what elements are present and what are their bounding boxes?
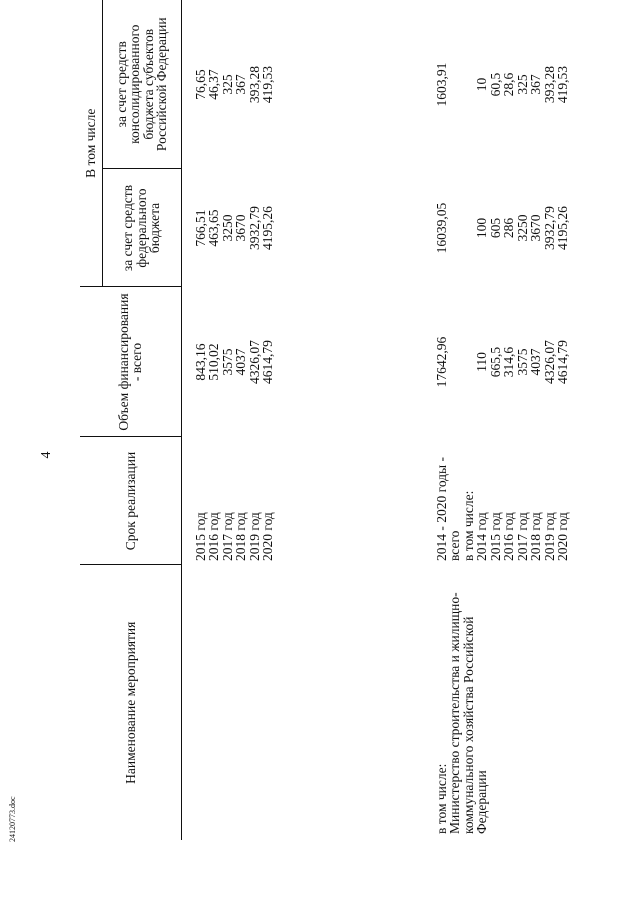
- header-name: Наименование мероприятия: [80, 565, 181, 840]
- row-total: 843,16 510,02 3575 4037 4326,07 4614,79: [192, 340, 275, 384]
- table-row: [435, 0, 570, 840]
- row-period: 2015 год 2016 год 2017 год 2018 год 2019 год 2020 год: [192, 512, 275, 561]
- table-row: [194, 0, 275, 840]
- row-federal: 16039,05 100 605 286 3250 3670 3932,79 4195,26: [433, 202, 570, 254]
- header-row-top: [80, 0, 102, 840]
- header-total: Объем финансирования - всего: [80, 287, 181, 437]
- header-including: В том числе: [80, 0, 102, 287]
- header-regional: за счет средств консолидированного бюджета субъектов Российской Федерации: [102, 0, 181, 169]
- row-federal: 766,51 463,65 3250 3670 3932,79 4195,26: [192, 206, 275, 250]
- row-period: 2014 - 2020 годы - всего в том числе: 2014 год 2015 год 2016 год 2017 год 2018 год 2019 год 2020 год: [433, 457, 570, 561]
- financing-table: [80, 0, 570, 840]
- header-federal: за счет средств федерального бюджета: [102, 169, 181, 287]
- row-regional: 1603,91 10 60,5 28,6 325 367 393,28 419,53: [433, 62, 570, 107]
- footer-filename: 24120773.doc: [8, 796, 17, 842]
- page-number: 4: [39, 451, 54, 459]
- header-period: Срок реализации: [80, 437, 181, 565]
- row-name: в том числе: Министерство строительства и жилищно-коммунального хозяйства Российской Федерации: [433, 592, 489, 834]
- row-regional: 76,65 46,37 325 367 393,28 419,53: [192, 65, 275, 104]
- row-total: 17642,96 110 665,5 314,6 3575 4037 4326,07 4614,79: [433, 336, 570, 388]
- rotated-table-container: [80, 0, 600, 840]
- row-name: [194, 565, 275, 840]
